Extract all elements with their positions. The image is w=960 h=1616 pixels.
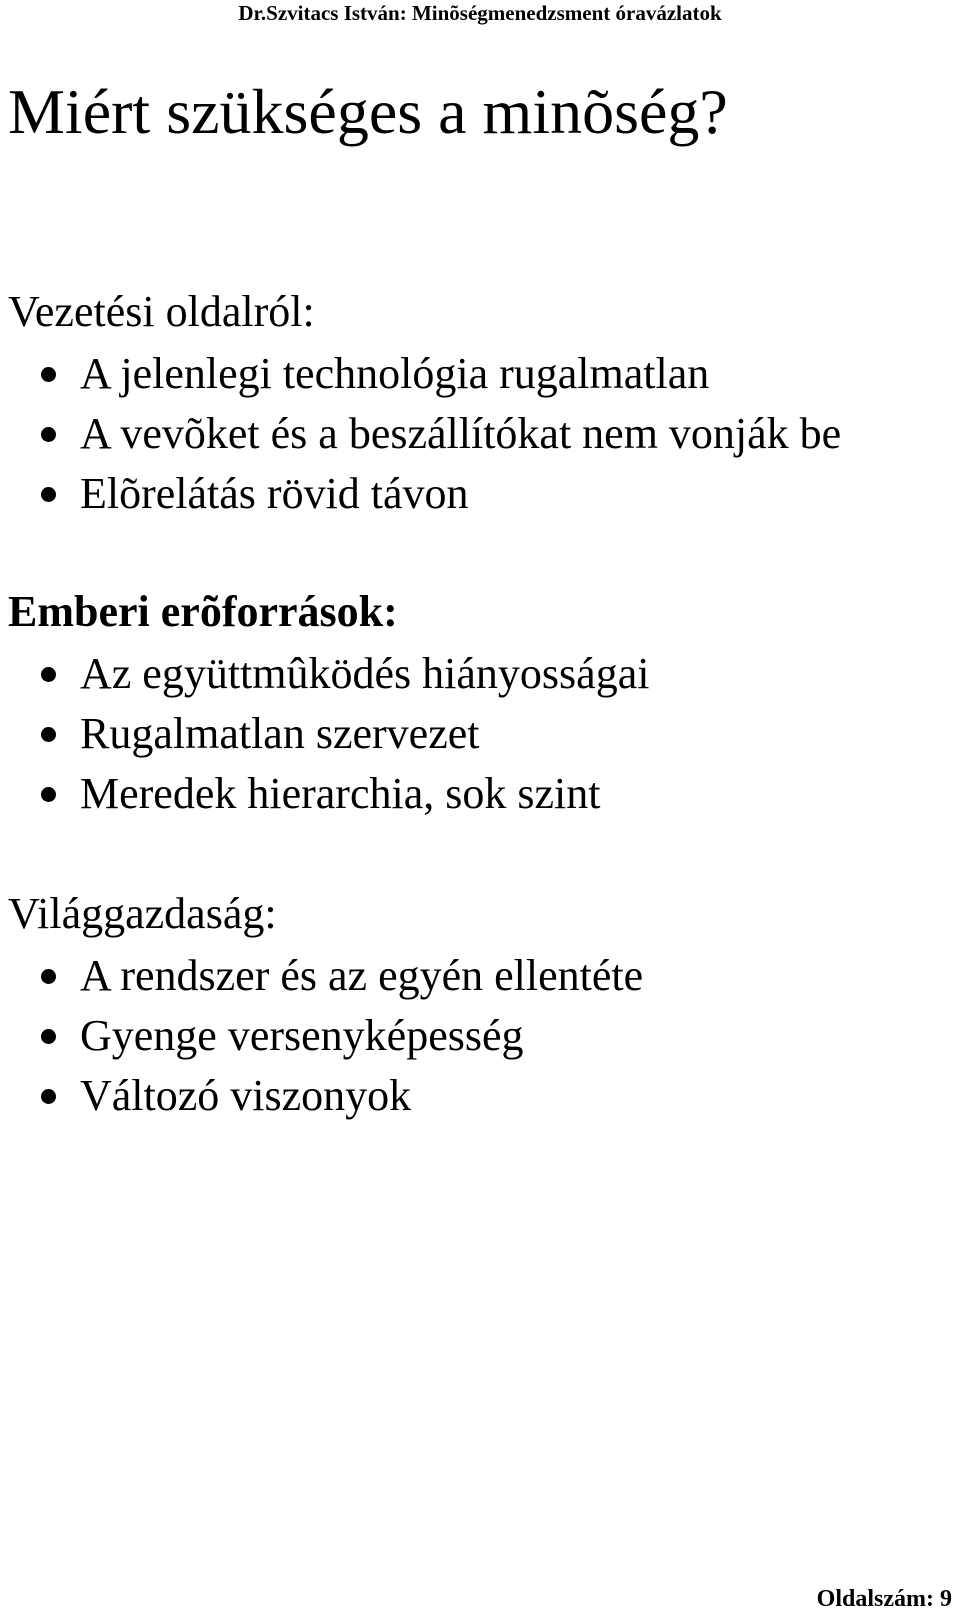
list-item-text: A vevõket és a beszállítókat nem vonják be xyxy=(80,409,842,458)
section-human-resources xyxy=(8,584,948,824)
bullet-icon xyxy=(41,1089,56,1104)
list-item-text: Az együttmûködés hiányosságai xyxy=(80,649,650,698)
bullet-icon xyxy=(41,667,56,682)
list-item-text: Meredek hierarchia, sok szint xyxy=(80,769,601,818)
page-title: Miért szükséges a minõség? xyxy=(8,76,728,147)
bullet-icon xyxy=(41,1029,56,1044)
list-item xyxy=(8,946,948,1006)
bullet-icon xyxy=(41,727,56,742)
list-item-text: Rugalmatlan szervezet xyxy=(80,709,480,758)
section-heading-human-resources: Emberi erõforrások: xyxy=(8,587,398,636)
section-management xyxy=(8,284,948,524)
bullet-list-human-resources xyxy=(8,644,948,824)
list-item-text: Elõrelátás rövid távon xyxy=(80,469,469,518)
list-item-text: A jelenlegi technológia rugalmatlan xyxy=(80,349,710,398)
list-item xyxy=(8,464,948,524)
page-number: Oldalszám: 9 xyxy=(816,1586,952,1612)
section-heading-management: Vezetési oldalról: xyxy=(8,287,315,336)
bullet-icon xyxy=(41,487,56,502)
bullet-icon xyxy=(41,427,56,442)
list-item xyxy=(8,1006,948,1066)
list-item-text: Változó viszonyok xyxy=(80,1071,412,1120)
list-item xyxy=(8,764,948,824)
section-heading-world-economy: Világgazdaság: xyxy=(8,889,277,938)
section-world-economy xyxy=(8,886,948,1126)
list-item xyxy=(8,704,948,764)
list-item xyxy=(8,404,948,464)
list-item-text: A rendszer és az egyén ellentéte xyxy=(80,951,644,1000)
bullet-icon xyxy=(41,367,56,382)
list-item xyxy=(8,644,948,704)
list-item xyxy=(8,1066,948,1126)
list-item xyxy=(8,344,948,404)
bullet-list-management xyxy=(8,344,948,524)
bullet-icon xyxy=(41,969,56,984)
bullet-icon xyxy=(41,787,56,802)
page-header: Dr.Szvitacs István: Minõségmenedzsment óravázlatok xyxy=(238,1,722,25)
list-item-text: Gyenge versenyképesség xyxy=(80,1011,524,1060)
bullet-list-world-economy xyxy=(8,946,948,1126)
